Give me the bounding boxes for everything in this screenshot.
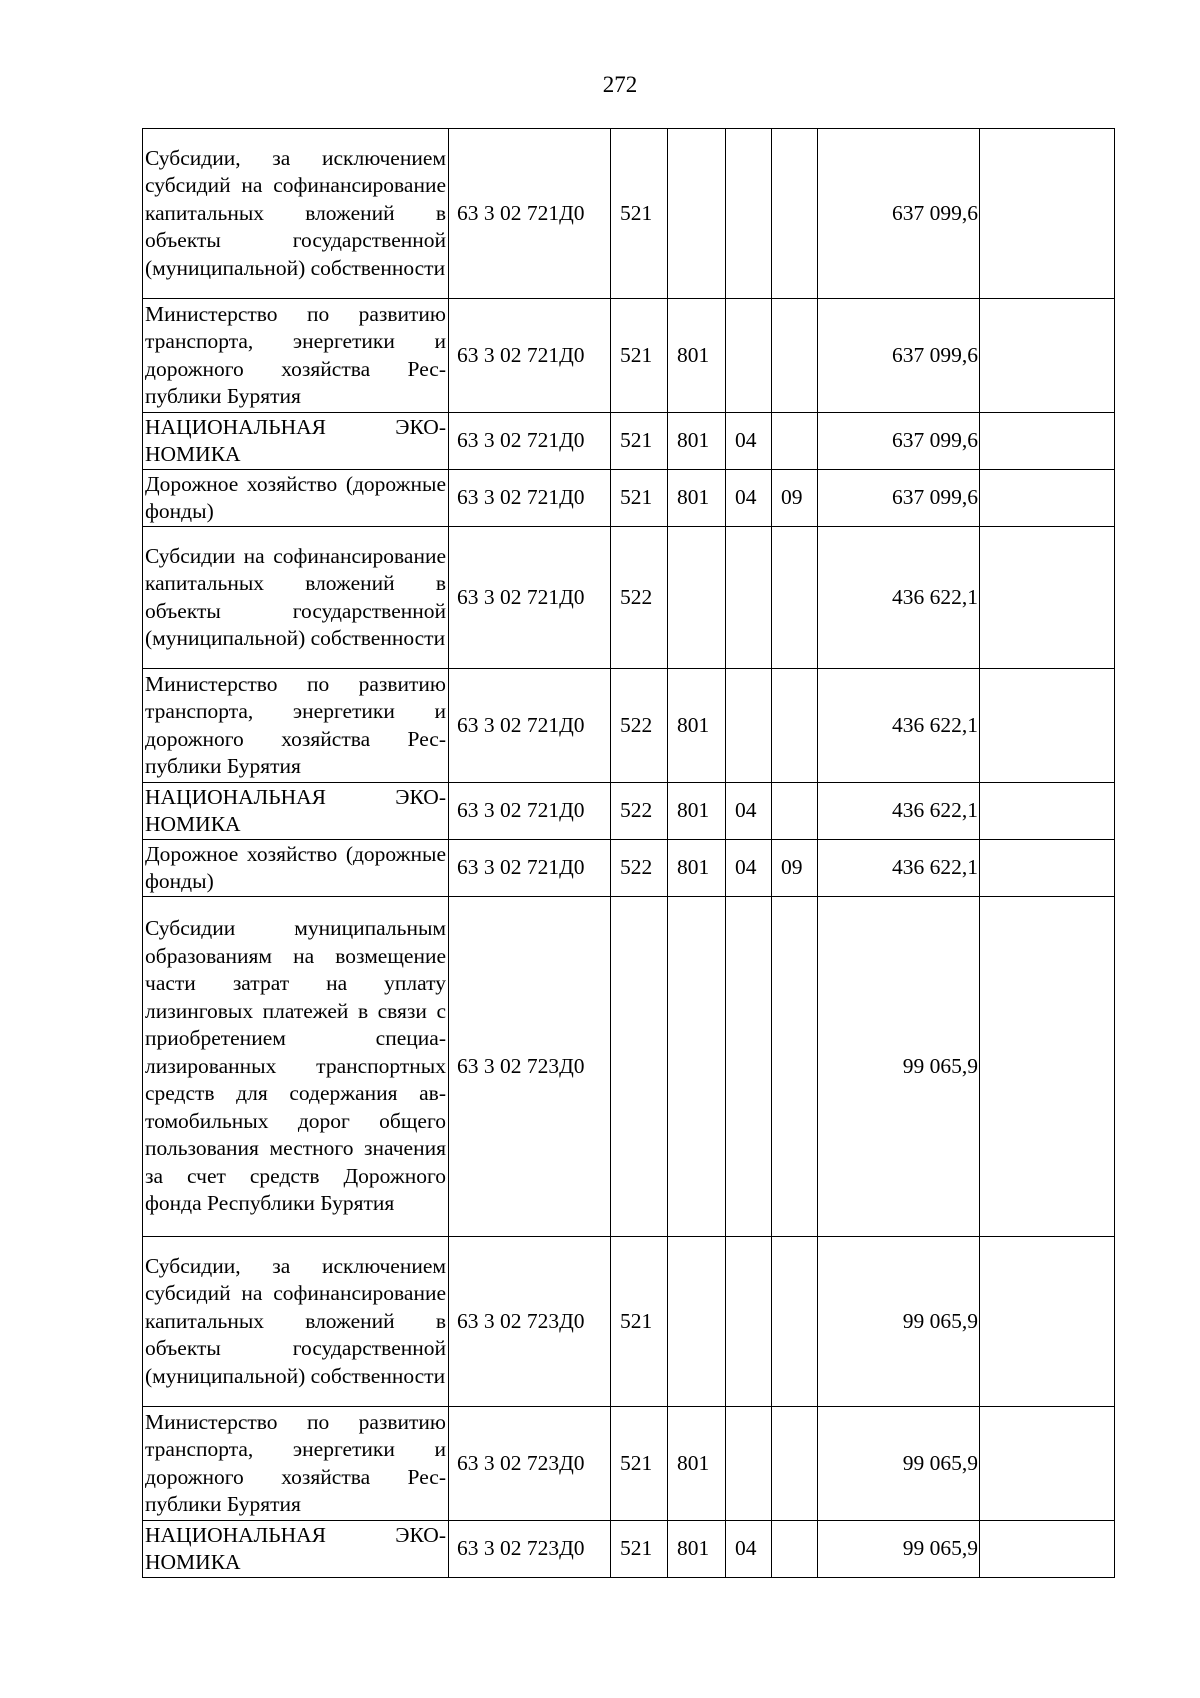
- ministry-code-cell: [668, 1237, 726, 1407]
- section-cell: 04: [726, 413, 772, 470]
- row-name-cell: Министерство по развитию транспорта, энергетики и дорожного хозяйства Республики Бурятия: [143, 299, 449, 413]
- expense-type-cell: 522: [611, 527, 668, 669]
- section-cell: 04: [726, 1521, 772, 1578]
- extra-cell: [980, 1407, 1115, 1521]
- section-cell: [726, 897, 772, 1237]
- subsection-cell: [772, 527, 818, 669]
- row-name-cell: НАЦИОНАЛЬНАЯ ЭКОНОМИКА: [143, 1521, 449, 1578]
- row-name-cell: Субсидии, за исключением субсидий на софинансирование капитальных вложений в объекты государственной (муниципальной) собственности: [143, 1237, 449, 1407]
- target-article-cell: 63 3 02 721Д0: [449, 527, 611, 669]
- target-article-cell: 63 3 02 721Д0: [449, 299, 611, 413]
- table-row: [143, 129, 1115, 299]
- section-cell: 04: [726, 470, 772, 527]
- table-row: [143, 840, 1115, 897]
- target-article-cell: 63 3 02 721Д0: [449, 669, 611, 783]
- extra-cell: [980, 783, 1115, 840]
- target-article-cell: 63 3 02 721Д0: [449, 840, 611, 897]
- expense-type-cell: 521: [611, 1237, 668, 1407]
- extra-cell: [980, 840, 1115, 897]
- section-cell: [726, 1407, 772, 1521]
- ministry-code-cell: 801: [668, 1407, 726, 1521]
- amount-cell: 436 622,1: [818, 669, 980, 783]
- subsection-cell: [772, 897, 818, 1237]
- target-article-cell: 63 3 02 721Д0: [449, 129, 611, 299]
- amount-cell: 637 099,6: [818, 413, 980, 470]
- ministry-code-cell: 801: [668, 1521, 726, 1578]
- section-cell: [726, 1237, 772, 1407]
- section-cell: [726, 299, 772, 413]
- extra-cell: [980, 413, 1115, 470]
- section-cell: 04: [726, 840, 772, 897]
- expense-type-cell: 522: [611, 669, 668, 783]
- target-article-cell: 63 3 02 721Д0: [449, 470, 611, 527]
- target-article-cell: 63 3 02 721Д0: [449, 783, 611, 840]
- subsection-cell: [772, 413, 818, 470]
- section-cell: [726, 527, 772, 669]
- section-cell: 04: [726, 783, 772, 840]
- expense-type-cell: 522: [611, 783, 668, 840]
- extra-cell: [980, 1237, 1115, 1407]
- amount-cell: 99 065,9: [818, 1407, 980, 1521]
- expense-type-cell: 521: [611, 470, 668, 527]
- extra-cell: [980, 1521, 1115, 1578]
- row-name-cell: Субсидии муниципальным образованиям на возмещение части затрат на уплату лизинговых платежей в связи с приобретением специализированных транспортных средств для содержания автомобильных дорог общего пользования местного значения за счет средств Дорожного фонда Республики Бурятия: [143, 897, 449, 1237]
- section-cell: [726, 669, 772, 783]
- amount-cell: 436 622,1: [818, 783, 980, 840]
- ministry-code-cell: [668, 129, 726, 299]
- expense-type-cell: 521: [611, 299, 668, 413]
- subsection-cell: [772, 1521, 818, 1578]
- budget-table: [142, 128, 1115, 1578]
- table-row: [143, 1521, 1115, 1578]
- ministry-code-cell: [668, 527, 726, 669]
- expense-type-cell: 521: [611, 129, 668, 299]
- table-row: [143, 527, 1115, 669]
- target-article-cell: 63 3 02 721Д0: [449, 413, 611, 470]
- table-row: [143, 470, 1115, 527]
- subsection-cell: [772, 783, 818, 840]
- amount-cell: 637 099,6: [818, 470, 980, 527]
- ministry-code-cell: [668, 897, 726, 1237]
- amount-cell: 637 099,6: [818, 299, 980, 413]
- ministry-code-cell: 801: [668, 470, 726, 527]
- subsection-cell: [772, 1407, 818, 1521]
- extra-cell: [980, 897, 1115, 1237]
- ministry-code-cell: 801: [668, 840, 726, 897]
- table-row: [143, 669, 1115, 783]
- row-name-cell: НАЦИОНАЛЬНАЯ ЭКОНОМИКА: [143, 413, 449, 470]
- ministry-code-cell: 801: [668, 299, 726, 413]
- section-cell: [726, 129, 772, 299]
- table-row: [143, 897, 1115, 1237]
- subsection-cell: 09: [772, 470, 818, 527]
- target-article-cell: 63 3 02 723Д0: [449, 897, 611, 1237]
- subsection-cell: [772, 1237, 818, 1407]
- ministry-code-cell: 801: [668, 669, 726, 783]
- ministry-code-cell: 801: [668, 413, 726, 470]
- table-row: [143, 413, 1115, 470]
- subsection-cell: [772, 299, 818, 413]
- amount-cell: 637 099,6: [818, 129, 980, 299]
- amount-cell: 436 622,1: [818, 840, 980, 897]
- table-body: [143, 129, 1115, 1578]
- extra-cell: [980, 470, 1115, 527]
- expense-type-cell: 521: [611, 1521, 668, 1578]
- extra-cell: [980, 299, 1115, 413]
- expense-type-cell: 521: [611, 1407, 668, 1521]
- table-row: [143, 1407, 1115, 1521]
- ministry-code-cell: 801: [668, 783, 726, 840]
- expense-type-cell: [611, 897, 668, 1237]
- table-row: [143, 783, 1115, 840]
- extra-cell: [980, 669, 1115, 783]
- page-number: 272: [602, 72, 638, 97]
- target-article-cell: 63 3 02 723Д0: [449, 1521, 611, 1578]
- target-article-cell: 63 3 02 723Д0: [449, 1237, 611, 1407]
- amount-cell: 436 622,1: [818, 527, 980, 669]
- subsection-cell: 09: [772, 840, 818, 897]
- target-article-cell: 63 3 02 723Д0: [449, 1407, 611, 1521]
- amount-cell: 99 065,9: [818, 897, 980, 1237]
- row-name-cell: Дорожное хозяйство (дорожные фонды): [143, 470, 449, 527]
- table-row: [143, 299, 1115, 413]
- extra-cell: [980, 527, 1115, 669]
- subsection-cell: [772, 669, 818, 783]
- row-name-cell: НАЦИОНАЛЬНАЯ ЭКОНОМИКА: [143, 783, 449, 840]
- row-name-cell: Субсидии на софинансирование капитальных вложений в объекты государственной (муниципальной) собственности: [143, 527, 449, 669]
- table-row: [143, 1237, 1115, 1407]
- row-name-cell: Министерство по развитию транспорта, энергетики и дорожного хозяйства Республики Бурятия: [143, 1407, 449, 1521]
- expense-type-cell: 522: [611, 840, 668, 897]
- expense-type-cell: 521: [611, 413, 668, 470]
- amount-cell: 99 065,9: [818, 1521, 980, 1578]
- row-name-cell: Дорожное хозяйство (дорожные фонды): [143, 840, 449, 897]
- extra-cell: [980, 129, 1115, 299]
- amount-cell: 99 065,9: [818, 1237, 980, 1407]
- row-name-cell: Министерство по развитию транспорта, энергетики и дорожного хозяйства Республики Бурятия: [143, 669, 449, 783]
- subsection-cell: [772, 129, 818, 299]
- row-name-cell: Субсидии, за исключением субсидий на софинансирование капитальных вложений в объекты государственной (муниципальной) собственности: [143, 129, 449, 299]
